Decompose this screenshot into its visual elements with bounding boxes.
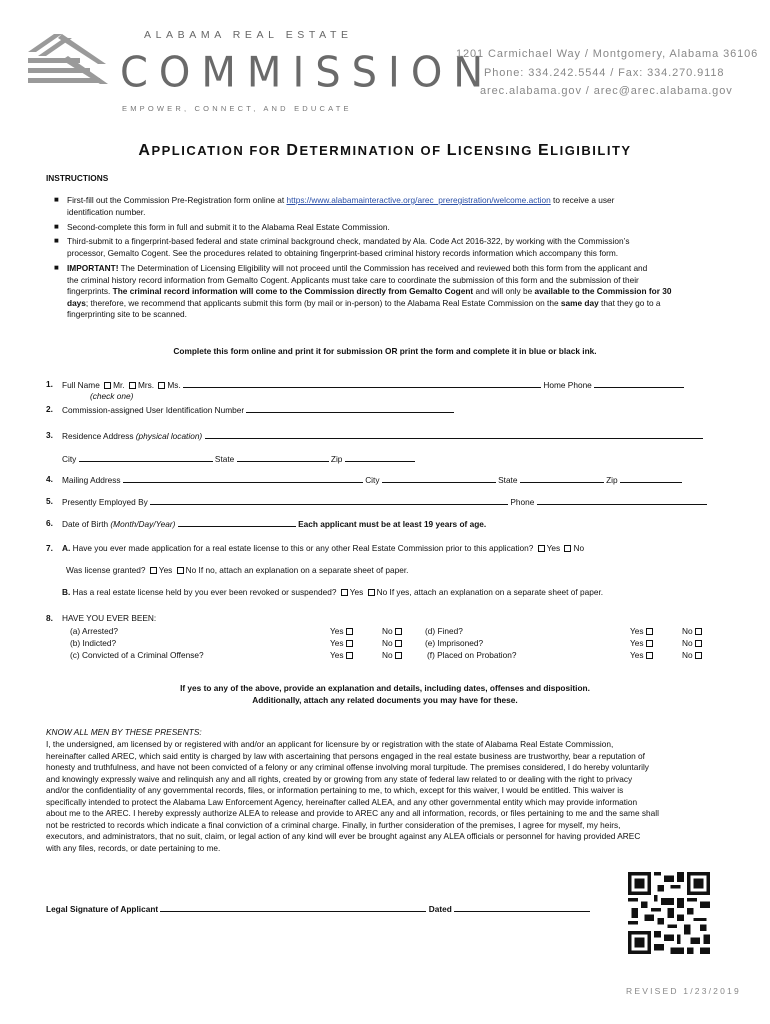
- ms-checkbox[interactable]: [158, 382, 165, 389]
- mailing-city-field[interactable]: [382, 474, 496, 483]
- signature-field[interactable]: [160, 903, 426, 912]
- q8e-yes-checkbox[interactable]: [646, 640, 653, 647]
- q7a-granted-row: Was license granted? Yes No If no, attach an explanation on a separate sheet of paper.: [66, 565, 409, 575]
- bullet-icon: ■: [54, 263, 59, 272]
- q4-number: 4.: [46, 474, 53, 484]
- q8c-no: No: [382, 650, 404, 662]
- q8a-yes: Yes: [330, 626, 355, 638]
- q8b-yes: Yes: [330, 638, 355, 650]
- granted-yes-checkbox[interactable]: [150, 567, 157, 574]
- employer-field[interactable]: [150, 496, 508, 505]
- q8d-no-checkbox[interactable]: [695, 628, 702, 635]
- q7b-yes-checkbox[interactable]: [341, 589, 348, 596]
- q8b-no-checkbox[interactable]: [395, 640, 402, 647]
- mrs-checkbox[interactable]: [129, 382, 136, 389]
- q7b-no-checkbox[interactable]: [368, 589, 375, 596]
- q1-number: 1.: [46, 379, 53, 389]
- user-id-field[interactable]: [246, 404, 454, 413]
- q7a-yes-checkbox[interactable]: [538, 545, 545, 552]
- q1-full-name-row: Full Name Mr. Mrs. Ms. Home Phone: [62, 379, 684, 392]
- bullet-icon: ■: [54, 195, 59, 204]
- q8a-no: No: [382, 626, 404, 638]
- q8e-yes: Yes: [630, 638, 655, 650]
- q4-mailing-row: Mailing Address City State Zip: [62, 474, 682, 487]
- complete-note: Complete this form online and print it for submission OR print the form and complete it in blue or black ink.: [173, 346, 597, 356]
- q8e-no-checkbox[interactable]: [695, 640, 702, 647]
- q8c-yes-checkbox[interactable]: [346, 652, 353, 659]
- explain-note-1: If yes to any of the above, provide an explanation and details, including dates, offenses and disposition.: [180, 683, 590, 693]
- q8f-yes-checkbox[interactable]: [646, 652, 653, 659]
- q2-user-id-row: Commission-assigned User Identification Number: [62, 404, 454, 417]
- mailing-zip-field[interactable]: [620, 474, 682, 483]
- dated-field[interactable]: [454, 903, 590, 912]
- q8b-label: (b) Indicted?: [70, 638, 117, 648]
- q8e-no: No: [682, 638, 704, 650]
- bullet-icon: ■: [54, 236, 59, 245]
- preregistration-link[interactable]: https://www.alabamainteractive.org/arec_preregistration/welcome.action: [286, 195, 551, 205]
- org-name-main: COMMISSION: [120, 48, 495, 98]
- q7a-no-checkbox[interactable]: [564, 545, 571, 552]
- revised-date: REVISED 1/23/2019: [626, 986, 741, 996]
- full-name-field[interactable]: [183, 379, 541, 388]
- q5-employer-row: Presently Employed By Phone: [62, 496, 707, 509]
- qr-code-icon: [628, 872, 710, 954]
- org-name-top: ALABAMA REAL ESTATE: [144, 29, 353, 41]
- q3-number: 3.: [46, 430, 53, 440]
- instruction-4: IMPORTANT! The Determination of Licensing Eligibility will not proceed until the Commission has received and reviewed both this form from the applicant and the criminal history record information from Gemalto Cogent. Applicants must take care to coordinate the submission of this form and the submission of their fingerprints. The criminal record information will come to the Commission directly from Gemalto Cogent and will only be available to the Commission for 30 days; therefore, we recommend that applicants submit this form (by mail or in-person) to the Alabama Real Estate Commission on the same day that they go to a fingerprinting site to be scanned.: [67, 263, 672, 319]
- waiver-text: I, the undersigned, am licensed by or registered with and/or an applicant for licensure by or registration with the state of Alabama Real Estate Commission, hereinafter called AREC, which said entity is charged by law with ascertaining that persons engaged in the real estate business are trustworthy, bear a reputation of honesty and truthfulness, and have not been convicted of a felony or any criminal offense involving moral turpitude. The premises considered, I do hereby voluntarily and knowingly expressly waive and relinquish any and all rights, created by or growing from any state of federal law related to or dealing with the right to privacy and/or the confidentiality of any governmental records, files, or information pertaining to me, to which, except for this waiver, I would be entitled. This waiver is specifically intended to protect the Alabama Law Enforcement Agency, hereinafter called ALEA, and any other governmental entity which may provide information about me to the AREC. I hereby expressly authorize ALEA to release and provide to AREC any and all information, records, or files pertaining to me and the same shall not be restricted to records which indicate a final conviction of a criminal charge. Finally, in further consideration of the premises, I agree for myself, my heirs, executors, and administrators, that no suit, claim, or legal action of any kind will ever be brought against any ALEA officials or personnel for having provided AREC with any files, records, or date pertaining to me.: [46, 739, 659, 853]
- q8b-no: No: [382, 638, 404, 650]
- q3-residence-row: Residence Address (physical location): [62, 430, 703, 443]
- signature-row: Legal Signature of Applicant Dated: [46, 903, 590, 916]
- q8c-label: (c) Convicted of a Criminal Offense?: [70, 650, 204, 660]
- q8a-no-checkbox[interactable]: [395, 628, 402, 635]
- q7a-row: A. Have you ever made application for a real estate license to this or any other Real Estate Commission prior to this application? Yes No: [62, 543, 585, 553]
- q8f-no: No: [682, 650, 704, 662]
- instruction-3: Third-submit to a fingerprint-based federal and state criminal background check, mandated by Ala. Code Act 2016-322, by working with the Commission’s processor, Gemalto Cogent. See the procedures related to obtaining fingerprint-based criminal history records information which accompany this form.: [67, 236, 630, 258]
- q8c-no-checkbox[interactable]: [395, 652, 402, 659]
- q8d-yes-checkbox[interactable]: [646, 628, 653, 635]
- org-phone: Phone: 334.242.5544 / Fax: 334.270.9118: [484, 67, 725, 79]
- q6-dob-row: Date of Birth (Month/Day/Year) Each applicant must be at least 19 years of age.: [62, 519, 487, 529]
- q5-number: 5.: [46, 496, 53, 506]
- employer-phone-field[interactable]: [537, 496, 707, 505]
- q8a-label: (a) Arrested?: [70, 626, 118, 636]
- arec-logo-icon: [28, 30, 108, 94]
- residence-zip-field[interactable]: [345, 453, 415, 462]
- dob-field[interactable]: [178, 518, 296, 527]
- residence-state-field[interactable]: [237, 453, 329, 462]
- q3-city-row: City State Zip: [62, 453, 415, 466]
- granted-no-checkbox[interactable]: [177, 567, 184, 574]
- q8f-label: (f) Placed on Probation?: [427, 650, 517, 660]
- q7b-row: B. Has a real estate license held by you ever been revoked or suspended? Yes No If yes, attach an explanation on a separate sheet of paper.: [62, 587, 604, 597]
- mailing-state-field[interactable]: [520, 474, 604, 483]
- q8d-label: (d) Fined?: [425, 626, 463, 636]
- page-title: APPLICATION FOR DETERMINATION OF LICENSING ELIGIBILITY: [138, 142, 632, 159]
- waiver-heading: KNOW ALL MEN BY THESE PRESENTS:: [46, 727, 202, 737]
- q8-number: 8.: [46, 613, 53, 623]
- bullet-icon: ■: [54, 222, 59, 231]
- q8b-yes-checkbox[interactable]: [346, 640, 353, 647]
- q8-heading: HAVE YOU EVER BEEN:: [62, 613, 157, 623]
- q8d-yes: Yes: [630, 626, 655, 638]
- mr-checkbox[interactable]: [104, 382, 111, 389]
- org-address: 1201 Carmichael Way / Montgomery, Alabama 36106: [456, 48, 759, 60]
- q8d-no: No: [682, 626, 704, 638]
- instruction-2: Second-complete this form in full and submit it to the Alabama Real Estate Commission.: [67, 222, 390, 232]
- explain-note-2: Additionally, attach any related documents you may have for these.: [252, 695, 518, 705]
- q8f-yes: Yes: [630, 650, 655, 662]
- q2-number: 2.: [46, 404, 53, 414]
- q8f-no-checkbox[interactable]: [695, 652, 702, 659]
- q1-check-one: (check one): [90, 391, 134, 401]
- home-phone-field[interactable]: [594, 379, 684, 388]
- instruction-1: First-fill out the Commission Pre-Registration form online at https://www.alabamainteractive.org/arec_preregistration/welcome.action to receive a user identification number.: [67, 195, 615, 217]
- residence-city-field[interactable]: [79, 453, 213, 462]
- residence-address-field[interactable]: [205, 430, 703, 439]
- org-tagline: EMPOWER, CONNECT, AND EDUCATE: [122, 104, 352, 113]
- mailing-address-field[interactable]: [123, 474, 363, 483]
- q8a-yes-checkbox[interactable]: [346, 628, 353, 635]
- q7-number: 7.: [46, 543, 53, 553]
- org-web: arec.alabama.gov / arec@arec.alabama.gov: [480, 85, 733, 97]
- instructions-heading: INSTRUCTIONS: [46, 173, 109, 183]
- q8c-yes: Yes: [330, 650, 355, 662]
- q8e-label: (e) Imprisoned?: [425, 638, 484, 648]
- q6-number: 6.: [46, 518, 53, 528]
